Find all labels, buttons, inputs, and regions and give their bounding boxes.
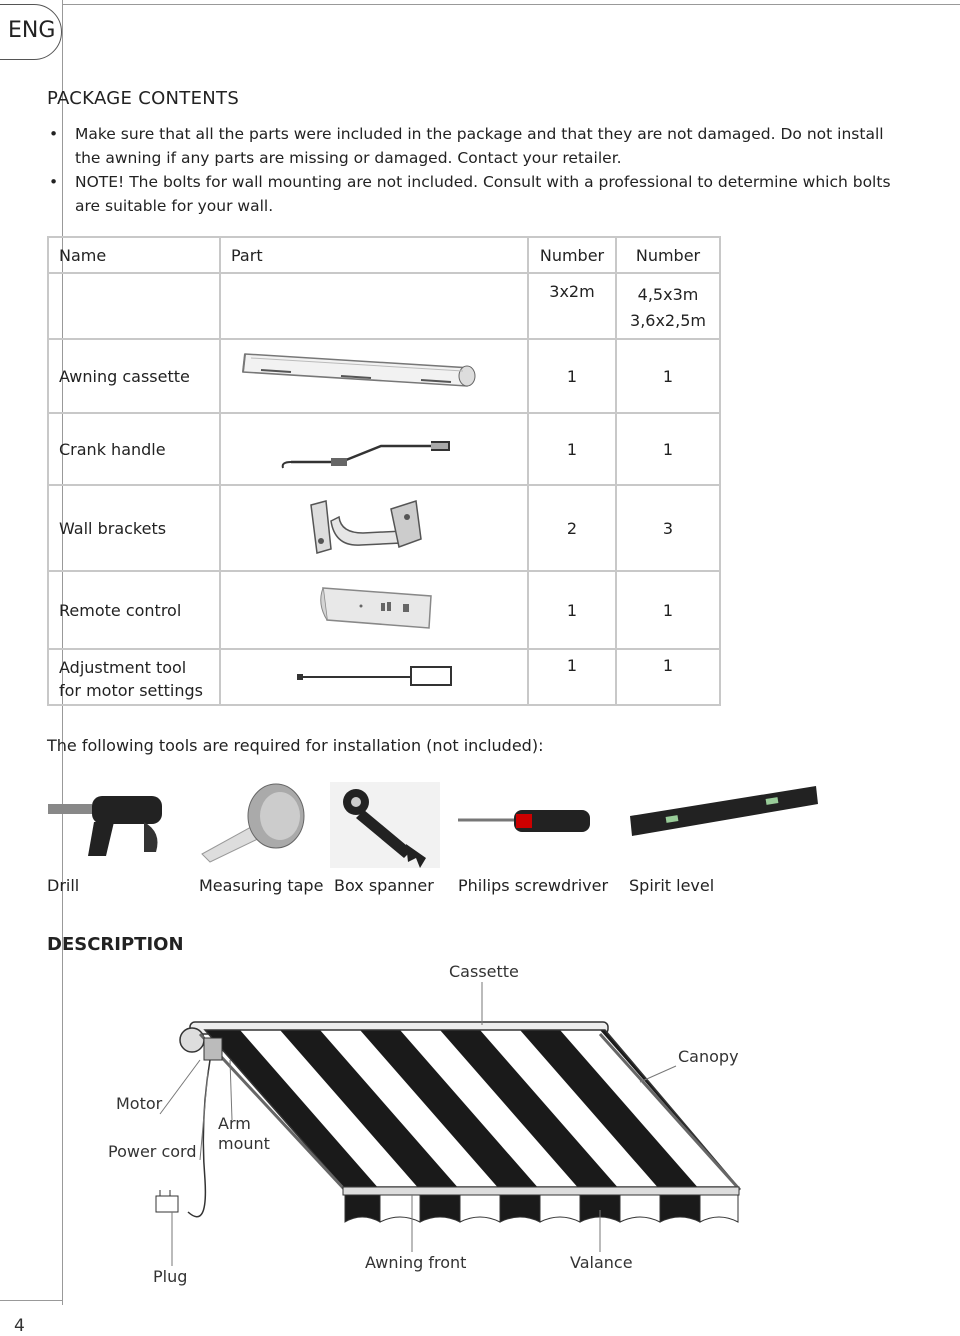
- tool-label-screwdriver: Philips screwdriver: [458, 876, 609, 895]
- label-motor: Motor: [116, 1094, 163, 1113]
- part-name: Crank handle: [48, 413, 220, 485]
- tools-intro: The following tools are required for installation (not included):: [47, 736, 544, 755]
- part-name: Awning cassette: [48, 339, 220, 413]
- tool-label-drill: Drill: [47, 876, 80, 895]
- qty-large: 1: [616, 571, 720, 649]
- qty-3x2: 2: [528, 485, 616, 571]
- qty-3x2: 1: [528, 413, 616, 485]
- bullet-item: • Make sure that all the parts were included in the package and that they are not damaged. Do not install the awning if any parts are missing or damaged. Contact your retailer.: [47, 122, 897, 170]
- col-header-name: Name: [48, 237, 220, 273]
- label-power-cord: Power cord: [108, 1142, 197, 1161]
- col-header-part: Part: [220, 237, 528, 273]
- qty-3x2: 1: [528, 649, 616, 705]
- part-name: Adjustment tool for motor settings: [48, 649, 220, 705]
- size-3x2: 3x2m: [528, 273, 616, 339]
- tool-label-box-spanner: Box spanner: [334, 876, 434, 895]
- page-number: 4: [14, 1316, 25, 1336]
- label-plug: Plug: [153, 1267, 188, 1286]
- qty-large: 1: [616, 649, 720, 705]
- qty-3x2: 1: [528, 571, 616, 649]
- col-header-number-2: Number: [616, 237, 720, 273]
- qty-large: 1: [616, 339, 720, 413]
- package-contents-heading: PACKAGE CONTENTS: [47, 88, 240, 109]
- label-valance: Valance: [570, 1253, 633, 1272]
- tool-label-measuring-tape: Measuring tape: [199, 876, 324, 895]
- label-cassette: Cassette: [449, 962, 519, 981]
- qty-large: 3: [616, 485, 720, 571]
- part-name: Remote control: [48, 571, 220, 649]
- label-awning-front: Awning front: [365, 1253, 467, 1272]
- part-name: Wall brackets: [48, 485, 220, 571]
- bullet-item: • NOTE! The bolts for wall mounting are not included. Consult with a professional to determine which bolts are suitable for your wall.: [47, 170, 897, 218]
- qty-large: 1: [616, 413, 720, 485]
- language-label: ENG: [8, 18, 56, 43]
- description-heading: DESCRIPTION: [47, 934, 184, 955]
- col-header-number-1: Number: [528, 237, 616, 273]
- tool-label-spirit-level: Spirit level: [629, 876, 715, 895]
- label-arm-mount: Arm mount: [218, 1114, 270, 1153]
- size-large: 4,5x3m 3,6x2,5m: [616, 273, 720, 339]
- label-canopy: Canopy: [678, 1047, 739, 1066]
- qty-3x2: 1: [528, 339, 616, 413]
